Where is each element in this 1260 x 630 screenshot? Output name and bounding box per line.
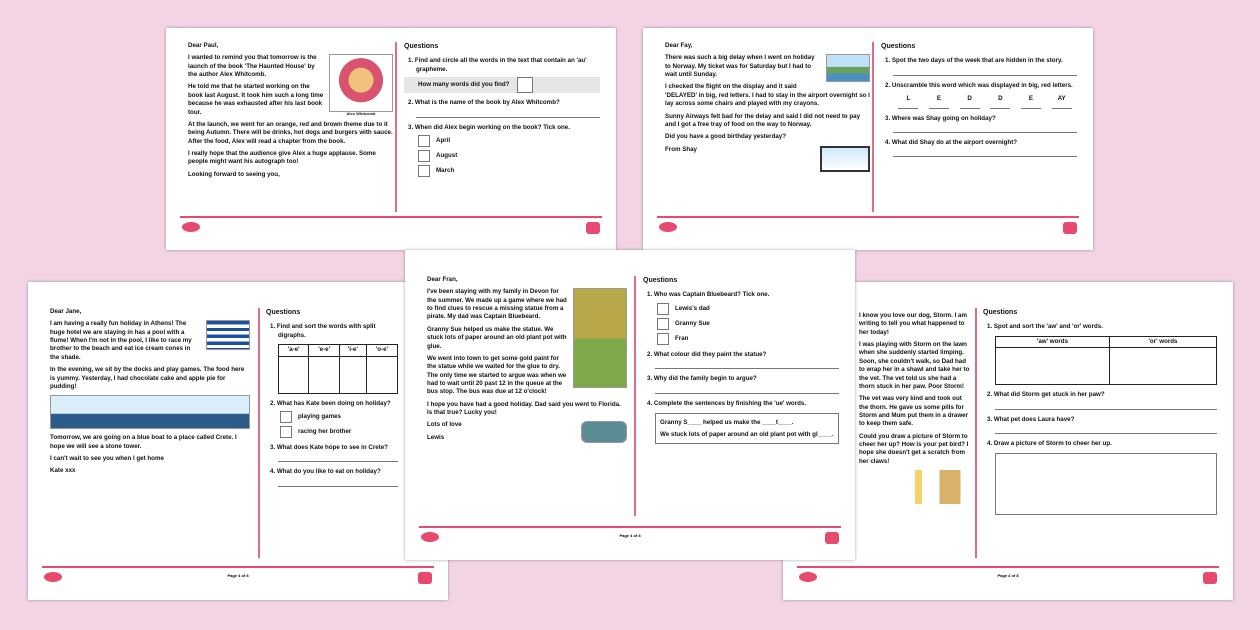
question-item <box>643 375 839 393</box>
question-prompt: Find and circle all the words in the text that contain an 'au' grapheme. <box>414 57 587 73</box>
letter-paragraph: The vet was very kind and took out the thorn. He gave us some pills for Storm and Mum put them in a drawer to keep them safe. <box>859 395 968 428</box>
letter-text <box>50 308 250 480</box>
page-number: Page 4 of 8 <box>619 533 641 538</box>
letter-tile: AY <box>1052 95 1072 108</box>
worksheet-dear-paul <box>166 28 616 250</box>
questions-column <box>643 276 839 450</box>
bus-image <box>581 421 627 443</box>
question-item <box>643 351 839 369</box>
question-item <box>266 444 398 462</box>
table-header: 'a-e' <box>279 345 309 356</box>
question-prompt: What do you like to eat on holiday? <box>276 468 381 476</box>
bus-image-frame <box>581 421 627 443</box>
letter-paragraph: Kate xxx <box>50 467 76 475</box>
table-header: 'e-e' <box>309 345 339 356</box>
worksheet-dear-fran <box>405 250 855 560</box>
option-label: Lewis's dad <box>675 304 710 312</box>
question-number: 4. <box>647 399 653 407</box>
letter-paragraph: Lewis <box>427 433 445 441</box>
question-item <box>643 291 839 344</box>
table-answer-cell[interactable] <box>279 356 309 393</box>
option-label: March <box>436 166 455 174</box>
question-number: 1. <box>885 57 891 65</box>
question-number: 3. <box>987 415 993 423</box>
option-label: Granny Sue <box>675 319 710 327</box>
question-item <box>983 391 1217 409</box>
letter-salutation: Dear Fay, <box>665 42 693 49</box>
letter-salutation: Dear Fran, <box>427 276 458 283</box>
letter-paragraph: Lots of love <box>427 421 462 429</box>
question-prompt: What is the name of the book by Alex Whitcomb? <box>414 99 560 107</box>
question-number: 3. <box>270 443 276 451</box>
question-text <box>266 468 398 476</box>
question-prompt: What pet does Laura have? <box>993 415 1075 423</box>
answer-line[interactable] <box>278 461 398 462</box>
letter-paragraph: At the launch, we went for an orange, red and brown theme due to it being Autumn. There will be drinks, hot dogs and burgers with sauce. After the food, Alex will read a chapter from the book. <box>188 120 393 145</box>
question-item <box>643 400 839 445</box>
checkbox[interactable] <box>657 303 669 315</box>
word-count-prompt: How many words did you find? <box>418 80 510 88</box>
scrambled-letters <box>893 95 1077 108</box>
answer-line[interactable] <box>893 75 1077 76</box>
question-prompt: What has Kate been doing on holiday? <box>276 399 391 407</box>
question-number: 4. <box>885 138 891 146</box>
checkbox[interactable] <box>280 411 292 423</box>
question-number: 1. <box>270 323 276 331</box>
table-answer-cell[interactable] <box>309 356 339 393</box>
questions-column <box>881 42 1077 163</box>
question-prompt: Find and sort the words with split digraphs. <box>276 323 376 339</box>
question-number: 3. <box>408 123 414 131</box>
column-divider <box>634 276 636 516</box>
word-count-row <box>404 77 600 93</box>
question-text <box>266 400 398 408</box>
question-text <box>881 139 1077 147</box>
answer-line[interactable] <box>995 409 1217 410</box>
option-label: racing her brother <box>298 427 352 435</box>
table-answer-cell[interactable] <box>1109 348 1216 385</box>
question-prompt: Draw a picture of Storm to cheer her up. <box>993 439 1112 447</box>
tick-option[interactable] <box>657 303 839 315</box>
letter-paragraph: I hope you have had a good holiday. Dad said you went to Florida. Is that true? Lucky you! <box>427 400 621 417</box>
column-divider <box>975 308 977 558</box>
checkbox[interactable] <box>418 150 430 162</box>
table-header: 'o-e' <box>366 345 397 356</box>
letter-salutation: Dear Jane, <box>50 308 82 315</box>
question-item <box>266 323 398 393</box>
letter-paragraph: There was such a big delay when I went on holiday to Norway. My ticket was for Saturday but I had to wait until Sunday. <box>665 54 815 79</box>
question-prompt: What did Storm get stuck in her paw? <box>993 391 1105 399</box>
letter-text <box>859 312 971 509</box>
question-number: 4. <box>270 468 276 476</box>
page-footer <box>180 216 602 238</box>
brand-badge-icon <box>1063 222 1077 234</box>
page-footer <box>797 566 1219 588</box>
letter-paragraph: From Shay <box>665 145 697 153</box>
questions-column <box>983 308 1217 521</box>
question-text <box>266 444 398 452</box>
questions-heading: Questions <box>404 43 439 50</box>
boy-walking-dog-image <box>901 470 971 504</box>
letter-paragraph: I am having a really fun holiday in Athens! The huge hotel we are staying in has a pool with a flume! When I'm not in the pool, I like to race my brother to the beach and eat ice cream cones in the shade. <box>50 320 192 361</box>
question-text <box>266 323 398 340</box>
question-number: 1. <box>987 323 993 331</box>
question-text <box>643 375 839 383</box>
worksheet-dear-jane <box>28 282 448 600</box>
option-label: August <box>436 151 458 159</box>
tick-option[interactable] <box>418 165 600 177</box>
answer-line[interactable] <box>278 486 398 487</box>
question-text <box>643 291 839 299</box>
letter-paragraph: I was playing with Storm on the lawn when she suddenly started limping. Soon, she couldn't walk, so Dad had to wrap her in a shawl and take her to the vet. The vet told us she had a thorn stuck in her paw. Poor Storm! <box>859 341 970 390</box>
question-text <box>643 351 839 359</box>
pirate-statue-image-frame <box>573 288 627 388</box>
question-prompt: Unscramble this word which was displayed in big, red letters. <box>891 81 1073 89</box>
tick-option[interactable] <box>280 411 398 423</box>
question-number: 2. <box>408 99 414 107</box>
postcard-image-frame <box>820 146 870 172</box>
letter-paragraph: Could you draw a picture of Storm to cheer her up? How is your pet bird? I hope she doesn't get a scratch from her claws! <box>859 432 969 465</box>
checkbox[interactable] <box>280 426 292 438</box>
landscape-photo-image <box>826 54 870 82</box>
author-portrait-image <box>329 54 393 112</box>
brand-badge-icon <box>586 222 600 234</box>
answer-line[interactable] <box>893 156 1077 157</box>
checkbox[interactable] <box>418 135 430 147</box>
questions-column <box>266 308 398 493</box>
question-text <box>881 57 1077 65</box>
page-footer <box>42 566 434 588</box>
checkbox[interactable] <box>657 318 669 330</box>
letter-paragraph: Sunny Airways felt bad for the delay and said I did not need to pay and I got a free tray of food on the way to Norway. <box>665 112 861 128</box>
letter-tile: D <box>990 95 1010 108</box>
question-text <box>983 391 1217 399</box>
question-text <box>983 440 1217 448</box>
question-text <box>983 416 1217 424</box>
letter-paragraph: He told me that he started working on the book last August. It took him such a long time because he was exhausted after his last book tour. <box>188 83 324 116</box>
question-item <box>404 57 600 93</box>
table-header: 'aw' words <box>996 336 1110 347</box>
question-prompt: Spot and sort the 'aw' and 'or' words. <box>993 323 1103 331</box>
questions-heading: Questions <box>266 309 301 316</box>
question-number: 3. <box>885 114 891 122</box>
letter-tile: L <box>898 95 918 108</box>
brand-badge-icon <box>825 532 839 544</box>
letter-text <box>188 42 393 183</box>
question-item <box>983 440 1217 515</box>
question-text <box>404 57 600 74</box>
question-prompt: What colour did they paint the statue? <box>653 350 767 358</box>
word-count-box[interactable] <box>517 77 533 93</box>
landscape-photo-image-frame <box>826 54 870 82</box>
sorting-table <box>995 336 1217 385</box>
question-item <box>881 82 1077 109</box>
question-number: 4. <box>987 439 993 447</box>
questions-heading: Questions <box>983 309 1018 316</box>
letter-paragraph: I've been staying with my family in Devon for the summer. We made up a game where we had to find clues to rescue a missing statue from a pirate. My dad was Captain Bluebeard. <box>427 288 567 321</box>
question-text <box>404 99 600 107</box>
sentence-line: Granny S____ helped us make the ____t____. <box>660 418 794 426</box>
checkbox[interactable] <box>418 165 430 177</box>
question-prompt: Spot the two days of the week that are hidden in the story. <box>891 57 1063 65</box>
question-number: 2. <box>885 81 891 89</box>
brand-badge-icon <box>418 572 432 584</box>
letter-tile: E <box>1021 95 1041 108</box>
letter-paragraph: I checked the flight on the display and it said 'DELAYED' in big, red letters. I had to stay in the airport overnight so I lay across some chairs and played with my crayons. <box>665 83 870 108</box>
questions-heading: Questions <box>881 43 916 50</box>
tick-option[interactable] <box>418 135 600 147</box>
option-label: Fran <box>675 334 689 342</box>
table-header: 'i-e' <box>339 345 366 356</box>
question-number: 2. <box>270 399 276 407</box>
tick-option[interactable] <box>657 333 839 345</box>
option-label: April <box>436 136 451 144</box>
sorting-table <box>278 344 398 393</box>
question-prompt: Who was Captain Bluebeard? Tick one. <box>653 291 770 299</box>
answer-line[interactable] <box>655 368 839 369</box>
twinkl-logo-icon <box>659 222 677 232</box>
table-answer-cell[interactable] <box>339 356 366 393</box>
tick-option[interactable] <box>280 426 398 438</box>
question-item <box>266 468 398 486</box>
letter-paragraph: We went into town to get some gold paint for the statue while we waited for the glue to dry. The only time we started to argue was when we had to wait until 20 past 12 in the queue at the bus stop. The bus was due at 12 o'clock! <box>427 354 567 396</box>
letter-paragraph: Did you have a good birthday yesterday? <box>665 133 787 141</box>
question-prompt: Where was Shay going on holiday? <box>891 114 996 122</box>
question-item <box>404 99 600 117</box>
table-answer-cell[interactable] <box>996 348 1110 385</box>
questions-heading: Questions <box>643 277 678 284</box>
page-footer <box>657 216 1079 238</box>
question-item <box>404 124 600 177</box>
question-prompt: What did Shay do at the airport overnight? <box>891 138 1018 146</box>
column-divider <box>872 42 874 212</box>
boy-walking-dog-image-frame <box>901 470 971 504</box>
answer-line[interactable] <box>416 117 600 118</box>
question-item <box>983 323 1217 385</box>
letter-paragraph: I can't wait to see you when I get home <box>50 454 164 462</box>
question-number: 3. <box>647 375 653 383</box>
letter-tile: D <box>960 95 980 108</box>
letter-paragraph: Looking forward to seeing you, <box>188 170 280 178</box>
question-item <box>983 416 1217 434</box>
letter-paragraph: Granny Sue helped us make the statue. We stuck lots of paper around an old plant pot with glue. <box>427 325 567 350</box>
page-number: Page 4 of 8 <box>227 573 249 578</box>
drawing-box[interactable] <box>995 453 1217 515</box>
question-prompt: What does Kate hope to see in Crete? <box>276 443 388 451</box>
letter-paragraph: I know you love our dog, Storm. I am writing to tell you what happened to her today! <box>859 312 967 336</box>
letter-paragraph: Tomorrow, we are going on a blue boat to a place called Crete. I hope we will see a stone tower. <box>50 434 237 450</box>
question-text <box>881 82 1077 90</box>
question-prompt: Complete the sentences by finishing the 'ue' words. <box>653 399 807 407</box>
column-divider <box>258 308 260 558</box>
answer-line[interactable] <box>893 132 1077 133</box>
pirate-statue-image <box>573 288 627 388</box>
letter-tile: E <box>929 95 949 108</box>
question-number: 2. <box>647 350 653 358</box>
question-text <box>404 124 600 132</box>
letter-paragraph: In the evening, we sit by the docks and play games. The food here is yummy. Yesterday, I had chocolate cake and apple pie for pudding! <box>50 366 245 390</box>
girl-and-boat-image-frame <box>50 395 250 429</box>
letter-paragraph: I really hope that the audience give Alex a huge applause. Some people might want his autograph too! <box>188 149 376 166</box>
question-text <box>983 323 1217 331</box>
question-number: 2. <box>987 391 993 399</box>
twinkl-logo-icon <box>182 222 200 232</box>
author-portrait-image-frame <box>329 54 393 117</box>
question-text <box>881 115 1077 123</box>
sentence-completion-box[interactable] <box>655 413 839 445</box>
page-footer <box>419 526 841 548</box>
worksheet-dear-fay <box>643 28 1093 250</box>
question-item <box>266 400 398 438</box>
tick-option[interactable] <box>418 150 600 162</box>
question-prompt: Why did the family begin to argue? <box>653 375 757 383</box>
question-item <box>881 115 1077 133</box>
table-answer-cell[interactable] <box>366 356 397 393</box>
option-label: playing games <box>298 412 341 420</box>
questions-column <box>404 42 600 183</box>
tick-option[interactable] <box>657 318 839 330</box>
letter-text <box>427 276 627 446</box>
question-item <box>881 57 1077 75</box>
girl-and-boat-image <box>50 395 250 429</box>
brand-badge-icon <box>1203 572 1217 584</box>
question-number: 1. <box>408 57 414 65</box>
letter-salutation: Dear Paul, <box>188 42 219 49</box>
page-number: Page 4 of 8 <box>997 573 1019 578</box>
greek-flag-image <box>206 320 250 350</box>
greek-flag-image-frame <box>206 320 250 350</box>
answer-line[interactable] <box>995 433 1217 434</box>
table-header: 'or' words <box>1109 336 1216 347</box>
answer-line[interactable] <box>655 393 839 394</box>
question-text <box>643 400 839 408</box>
letter-text <box>665 42 870 175</box>
postcard-image <box>820 146 870 172</box>
checkbox[interactable] <box>657 333 669 345</box>
question-number: 1. <box>647 291 653 299</box>
question-prompt: When did Alex begin working on the book? Tick one. <box>414 123 570 131</box>
question-item <box>881 139 1077 157</box>
letter-paragraph: I wanted to remind you that tomorrow is the launch of the book 'The Haunted House' by the author Alex Whitcomb. <box>188 54 317 79</box>
column-divider <box>395 42 397 212</box>
sentence-line: We stuck lots of paper around an old plant pot with gl____. <box>660 430 834 438</box>
image-caption: Alex Whitcomb <box>346 111 376 117</box>
